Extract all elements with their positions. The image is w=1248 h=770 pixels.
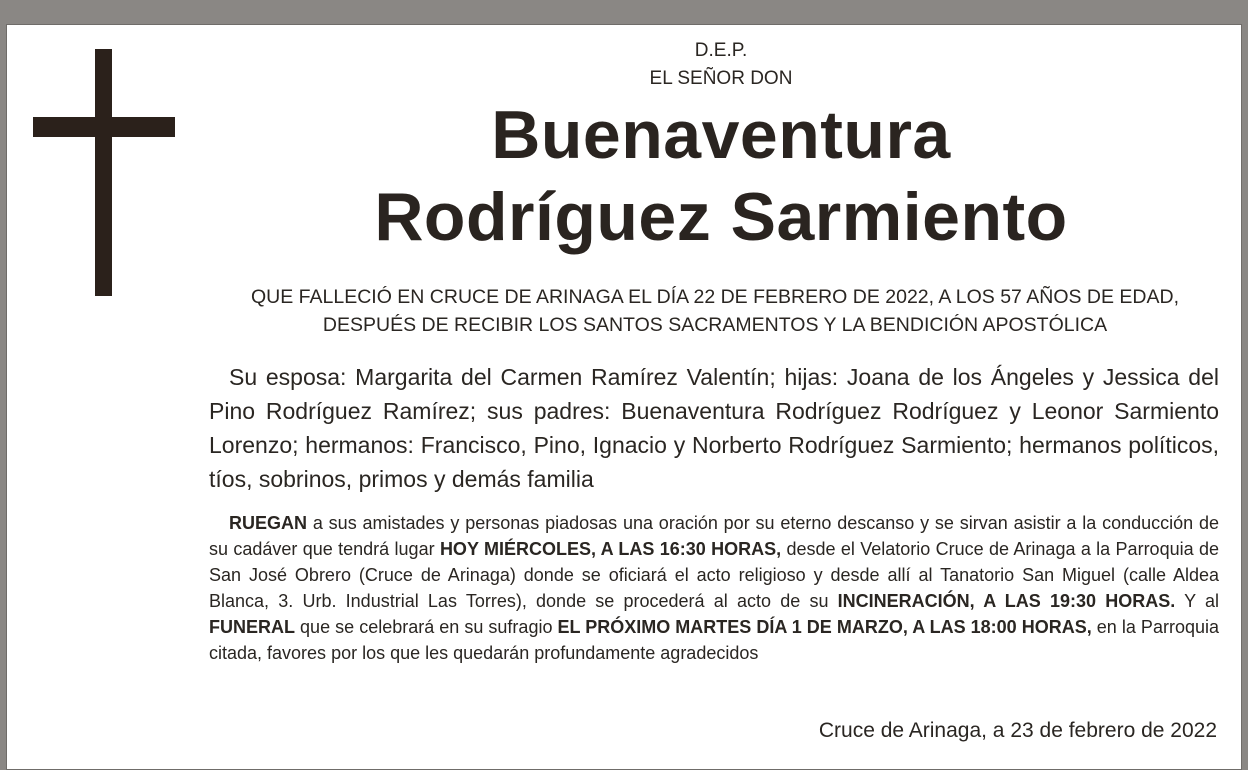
place-date: Cruce de Arinaga, a 23 de febrero de 2022 xyxy=(818,719,1217,742)
request-text-1: a sus amistades y personas piadosas una oración por su eterno descanso y se sirvan asistir a la conducción de su cadáver que tendrá lugar xyxy=(209,513,1219,559)
title-label: EL SEÑOR DON xyxy=(649,68,793,89)
dep-label: D.E.P. xyxy=(694,40,748,61)
obituary-card xyxy=(6,24,1242,770)
cross-icon-bar xyxy=(33,117,175,137)
family-paragraph: Su esposa: Margarita del Carmen Ramírez Valentín; hijas: Joana de los Ángeles y Jessica del Pino Rodríguez Ramírez; sus padres: Buenaventura Rodríguez Rodríguez y Leonor Sarmiento Lorenzo; hermanos: Francisco, Pino, Ignacio y Norberto Rodríguez Sarmiento; hermanos políticos, tíos, sobrinos, primos y demás familia xyxy=(209,364,1219,492)
request-text-2: desde el Velatorio Cruce de Arinaga a la Parroquia de San José Obrero (Cruce de Arinaga) donde se oficiará el acto religioso y desde allí al Tanatorio San Miguel (calle Aldea Blanca, 3. Urb. Industrial Las Torres), donde se procederá al acto de su xyxy=(209,539,1219,611)
ruegan-keyword: RUEGAN xyxy=(229,513,308,533)
incineration-time: INCINERACIÓN, A LAS 19:30 HORAS. xyxy=(837,591,1176,611)
cross-icon xyxy=(95,49,112,296)
deceased-surnames: Rodríguez Sarmiento xyxy=(374,179,1068,255)
request-text-3: Y al xyxy=(1175,591,1219,611)
request-text-5: en la Parroquia citada, favores por los que les quedarán profundamente agradecidos xyxy=(209,617,1219,663)
death-notice-text: QUE FALLECIÓ EN CRUCE DE ARINAGA EL DÍA 22 DE FEBRERO DE 2022, A LOS 57 AÑOS DE EDAD, DESPUÉS DE RECIBIR LOS SANTOS SACRAMENTOS Y LA BENDICIÓN APOSTÓLICA xyxy=(250,286,1180,336)
deceased-first-name: Buenaventura xyxy=(491,97,951,173)
request-paragraph xyxy=(209,510,1219,666)
funeral-keyword: FUNERAL xyxy=(209,617,295,637)
conduction-time: HOY MIÉRCOLES, A LAS 16:30 HORAS, xyxy=(439,539,782,559)
funeral-time: EL PRÓXIMO MARTES DÍA 1 DE MARZO, A LAS 18:00 HORAS, xyxy=(557,617,1092,637)
request-text-4: que se celebrará en su sufragio xyxy=(295,617,558,637)
